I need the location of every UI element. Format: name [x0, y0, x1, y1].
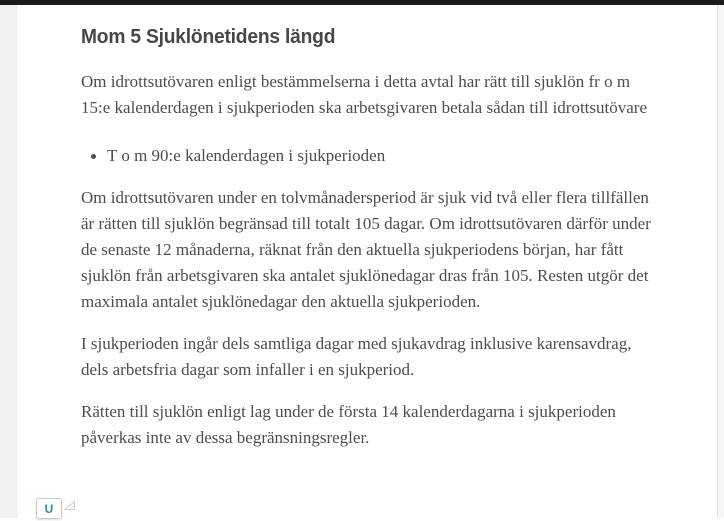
list-item: [107, 143, 653, 169]
left-page-gutter: [0, 5, 17, 518]
bullet-icon: [91, 154, 96, 159]
feedback-widget-button[interactable]: U: [36, 498, 62, 519]
document-content: [81, 5, 653, 451]
bullet-list: [81, 143, 653, 169]
paragraph-intro: Om idrottsutövaren enligt bestämmelserna i detta avtal har rätt till sjuklön fr o m 15:e kalenderdagen i sjukperioden ska arbetsgivaren betala sådan till idrottsutövare: [81, 72, 647, 117]
paragraph-legal-right: Rätten till sjuklön enligt lag under de första 14 kalenderdagarna i sjukperioden påverkas inte av dessa begränsningsregler.: [81, 402, 616, 447]
folded-corner-icon: [64, 497, 75, 515]
section-heading: Mom 5 Sjuklönetidens längd: [81, 26, 336, 48]
paragraph-limit-rules: Om idrottsutövaren under en tolvmånadersperiod är sjuk vid två eller flera tillfällen är rätten till sjuklön begränsad till totalt 105 dagar. Om idrottsutövaren därför under de senaste 12 månaderna, räknat från den aktuella sjukperiodens början, har fått sjuklön från arbetsgivaren ska antalet sjuklönedagar dras från 105. Resten utgör det maximala antalet sjuklönedagar den aktuella sjukperioden.: [81, 188, 651, 311]
feedback-widget: [36, 497, 80, 521]
list-item-text: T o m 90:e kalenderdagen i sjukperioden: [107, 146, 386, 165]
scrollbar-track[interactable]: [717, 5, 724, 518]
paragraph-sick-period-definition: I sjukperioden ingår dels samtliga dagar med sjukavdrag inklusive karensavdrag, dels arbetsfria dagar som infaller i en sjukperiod.: [81, 334, 632, 379]
